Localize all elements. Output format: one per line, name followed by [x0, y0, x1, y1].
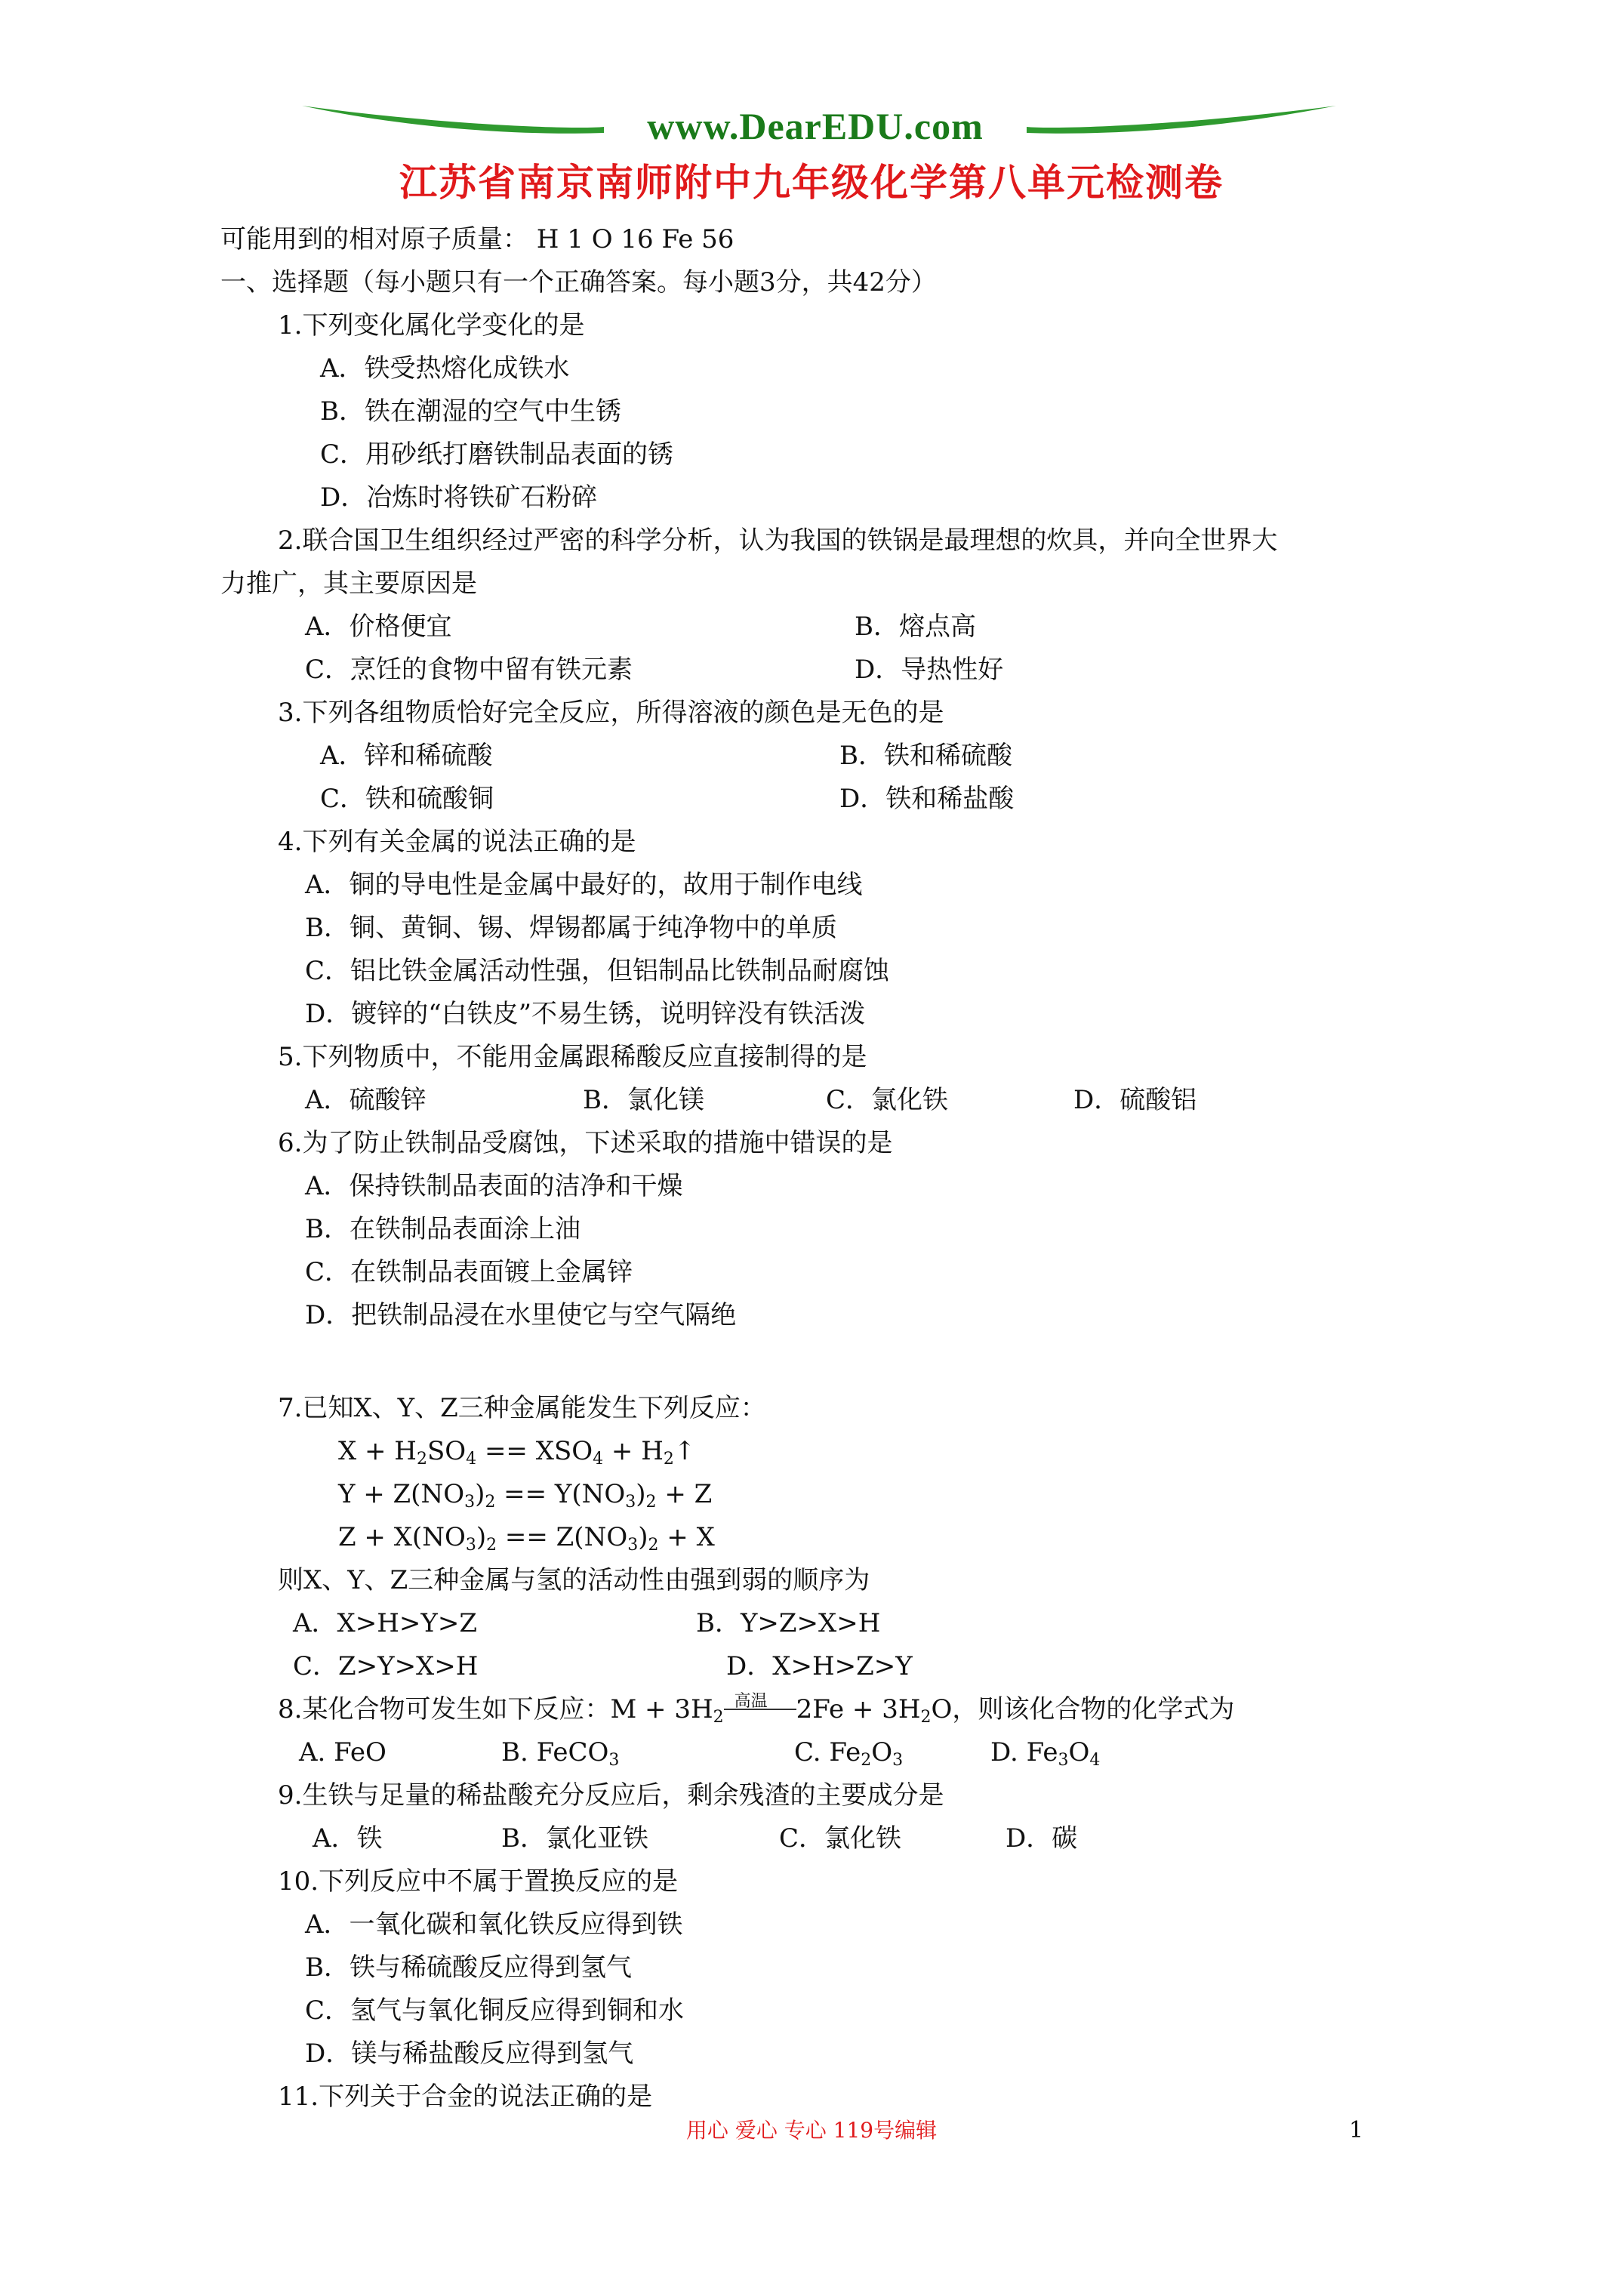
- question-4-stem: 4.下列有关金属的说法正确的是: [278, 827, 636, 857]
- page-title: 江苏省南京南师附中九年级化学第八单元检测卷: [399, 160, 1224, 205]
- question-5-option-a: A．硫酸锌: [305, 1085, 427, 1115]
- question-7-reaction-1: $X + H_2SO_4 == XSO_4$ + $H_2↑$: [338, 1436, 696, 1469]
- question-4-option-d: D．镀锌的“白铁皮”不易生锈，说明锌没有铁活泼: [305, 999, 866, 1029]
- question-5-stem: 5.下列物质中，不能用金属跟稀酸反应直接制得的是: [278, 1042, 867, 1072]
- question-3-option-a: A．锌和稀硫酸: [320, 741, 493, 771]
- question-2-option-c: C．烹饪的食物中留有铁元素: [305, 655, 633, 685]
- question-1-option-b: B．铁在潮湿的空气中生锈: [320, 396, 621, 427]
- question-7-option-a: A．X>H>Y>Z: [293, 1608, 477, 1638]
- question-5-option-b: B．氯化镁: [583, 1085, 704, 1115]
- question-4-option-b: B．铜、黄铜、锡、焊锡都属于纯净物中的单质: [305, 913, 837, 943]
- question-7-option-c: C．Z>Y>X>H: [293, 1651, 479, 1681]
- site-brand: www.DearEDU.com: [647, 105, 984, 147]
- question-2-option-a: A．价格便宜: [305, 612, 452, 642]
- question-3-option-c: C．铁和硫酸铜: [320, 784, 494, 814]
- question-6-option-b: B．在铁制品表面涂上油: [305, 1214, 581, 1244]
- question-1-option-c: C．用砂纸打磨铁制品表面的锈: [320, 439, 674, 470]
- page-number: 1: [1349, 2117, 1364, 2143]
- question-1-stem: 1.下列变化属化学变化的是: [278, 310, 585, 341]
- question-6-stem: 6.为了防止铁制品受腐蚀，下述采取的措施中错误的是: [278, 1128, 893, 1158]
- question-10-option-d: D．镁与稀盐酸反应得到氢气: [305, 2039, 634, 2069]
- question-2-stem: 2.联合国卫生组织经过严密的科学分析，认为我国的铁锅是最理想的炊具，并向全世界大: [278, 525, 1278, 556]
- question-5-option-c: C．氯化铁: [826, 1085, 949, 1115]
- question-3-stem: 3.下列各组物质恰好完全反应，所得溶液的颜色是无色的是: [278, 698, 944, 728]
- question-7-stem: 7.已知X、Y、Z三种金属能发生下列反应：: [278, 1393, 766, 1423]
- question-1-option-a: A．铁受热熔化成铁水: [320, 353, 570, 384]
- question-10-option-b: B．铁与稀硫酸反应得到氢气: [305, 1952, 632, 1983]
- question-7-ask: 则X、Y、Z三种金属与氢的活动性由强到弱的顺序为: [278, 1565, 870, 1595]
- question-6-option-d: D．把铁制品浸在水里使它与空气隔绝: [305, 1300, 737, 1330]
- question-9-stem: 9.生铁与足量的稀盐酸充分反应后，剩余残渣的主要成分是: [278, 1780, 944, 1811]
- atomic-mass-note: 可能用到的相对原子质量： H 1 O 16 Fe 56: [220, 224, 735, 254]
- question-11-stem: 11.下列关于合金的说法正确的是: [278, 2082, 653, 2112]
- question-9-option-a: A．铁: [313, 1823, 383, 1854]
- question-2-option-d: D．导热性好: [855, 655, 1004, 685]
- question-8-option-d: D. $Fe_3O_4$: [990, 1737, 1101, 1770]
- question-8-stem: 8.某化合物可发生如下反应：$M + 3H_2$ 高温 $2Fe + 3H_2O$，则该化合物的化学式为: [278, 1692, 1235, 1727]
- question-4-option-c: C．铝比铁金属活动性强，但铝制品比铁制品耐腐蚀: [305, 956, 890, 986]
- question-8-option-a: A. FeO: [299, 1737, 387, 1767]
- question-2-stem-cont: 力推广，其主要原因是: [220, 569, 477, 599]
- question-9-option-d: D．碳: [1006, 1823, 1078, 1854]
- question-2-option-b: B．熔点高: [855, 612, 976, 642]
- question-10-option-a: A．一氧化碳和氧化铁反应得到铁: [305, 1909, 683, 1940]
- question-3-option-b: B．铁和稀硫酸: [839, 741, 1012, 771]
- question-7-option-b: B．Y>Z>X>H: [696, 1608, 881, 1638]
- footer-text: 用心 爱心 专心 119号编辑: [685, 2118, 938, 2143]
- question-10-stem: 10.下列反应中不属于置换反应的是: [278, 1866, 679, 1897]
- question-10-option-c: C．氢气与氧化铜反应得到铜和水: [305, 1996, 685, 2026]
- question-3-option-d: D．铁和稀盐酸: [839, 784, 1015, 814]
- question-8-option-c: C. $Fe_2O_3$: [794, 1737, 904, 1770]
- question-6-option-c: C．在铁制品表面镀上金属锌: [305, 1257, 633, 1287]
- question-7-reaction-3: $Z + X(NO_3)_2 == Z(NO_3)_2 + X$: [338, 1522, 715, 1555]
- question-8-option-b: B. FeCO$_3$: [501, 1737, 620, 1770]
- reaction-condition: 高温: [724, 1700, 796, 1722]
- question-1-option-d: D．冶炼时将铁矿石粉碎: [320, 482, 598, 513]
- question-5-option-d: D．硫酸铝: [1073, 1085, 1197, 1115]
- gas-arrow-icon: ↑: [673, 1436, 696, 1466]
- question-7-option-d: D．X>H>Z>Y: [726, 1651, 913, 1681]
- question-9-option-b: B．氯化亚铁: [501, 1823, 648, 1854]
- question-7-reaction-2: $Y + Z(NO_3)_2 == Y(NO_3)_2 + Z$: [338, 1479, 713, 1512]
- section-heading: 一、选择题（每小题只有一个正确答案。每小题3分，共42分）: [220, 267, 937, 297]
- question-6-option-a: A．保持铁制品表面的洁净和干燥: [305, 1171, 683, 1201]
- question-4-option-a: A．铜的导电性是金属中最好的，故用于制作电线: [305, 870, 863, 900]
- question-9-option-c: C．氯化铁: [779, 1823, 902, 1854]
